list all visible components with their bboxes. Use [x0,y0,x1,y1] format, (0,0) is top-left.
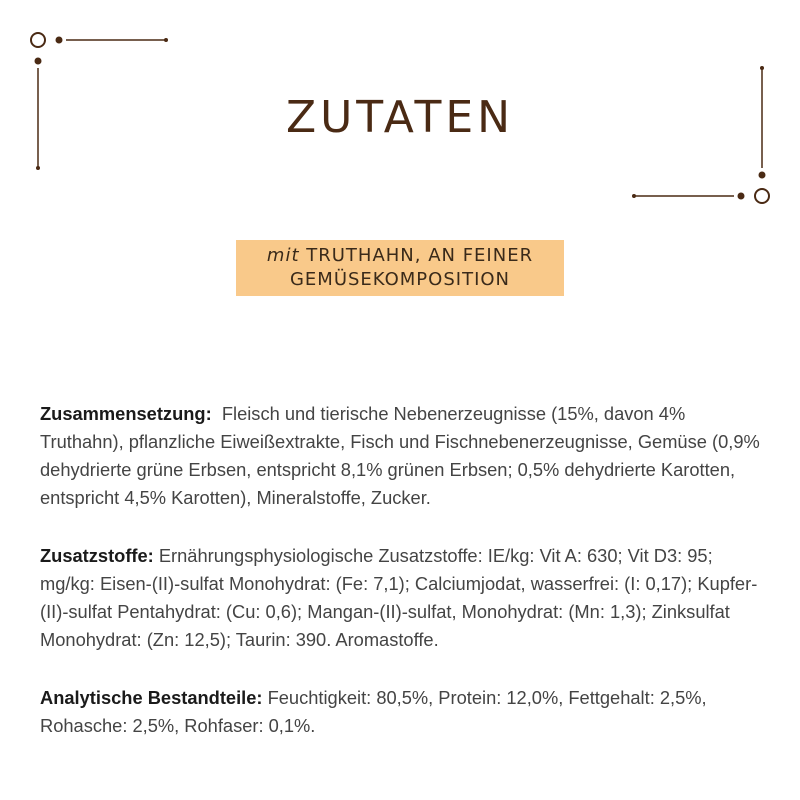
analytical-label: Analytische Bestandteile: [40,687,263,708]
composition-text: Fleisch und tierische Nebenerzeugnisse (15%, davon 4% Truthahn), pflanzliche Eiweißextrakte, Fisch und Fischnebenerzeugnisse, Gemüse (0,9% dehydrierte grüne Erbsen, entspricht 8,1% grünen Erbsen; 0,5% dehydrierte Karotten, entspricht 4,5% Karotten), Mineralstoffe, Zucker. [40,403,760,508]
badge-line-1 [267,244,533,268]
badge-line-2: GEMÜSEKOMPOSITION [289,269,511,290]
ingredients-text [40,400,770,770]
composition-label: Zusammensetzung: [40,403,212,424]
additives-section [40,542,770,654]
composition-section [40,400,770,512]
additives-text: Ernährungsphysiologische Zusatzstoffe: IE/kg: Vit A: 630; Vit D3: 95; mg/kg: Eisen-(II)-sulfat Monohydrat: (Fe: 7,1); Calciumjodat, wasserfrei: (I: 0,17); Kupfer-(II)-sulfat Pentahydrat: (Cu: 0,6); Mangan-(II)-sulfat, Monohydrat: (Mn: 1,3); Zinksulfat Monohydrat: (Zn: 12,5); Taurin: 390. Aromastoffe. [40,545,758,650]
analytical-text: Feuchtigkeit: 80,5%, Protein: 12,0%, Fettgehalt: 2,5%, Rohasche: 2,5%, Rohfaser: 0,1%. [40,687,707,736]
additives-label: Zusatzstoffe: [40,545,154,566]
page-title: ZUTATEN [285,92,515,143]
analytical-section [40,684,770,740]
badge-line-1-text: TRUTHAHN, AN FEINER [306,245,534,266]
product-variant-badge [236,240,564,296]
badge-em-text: mit [266,245,300,266]
